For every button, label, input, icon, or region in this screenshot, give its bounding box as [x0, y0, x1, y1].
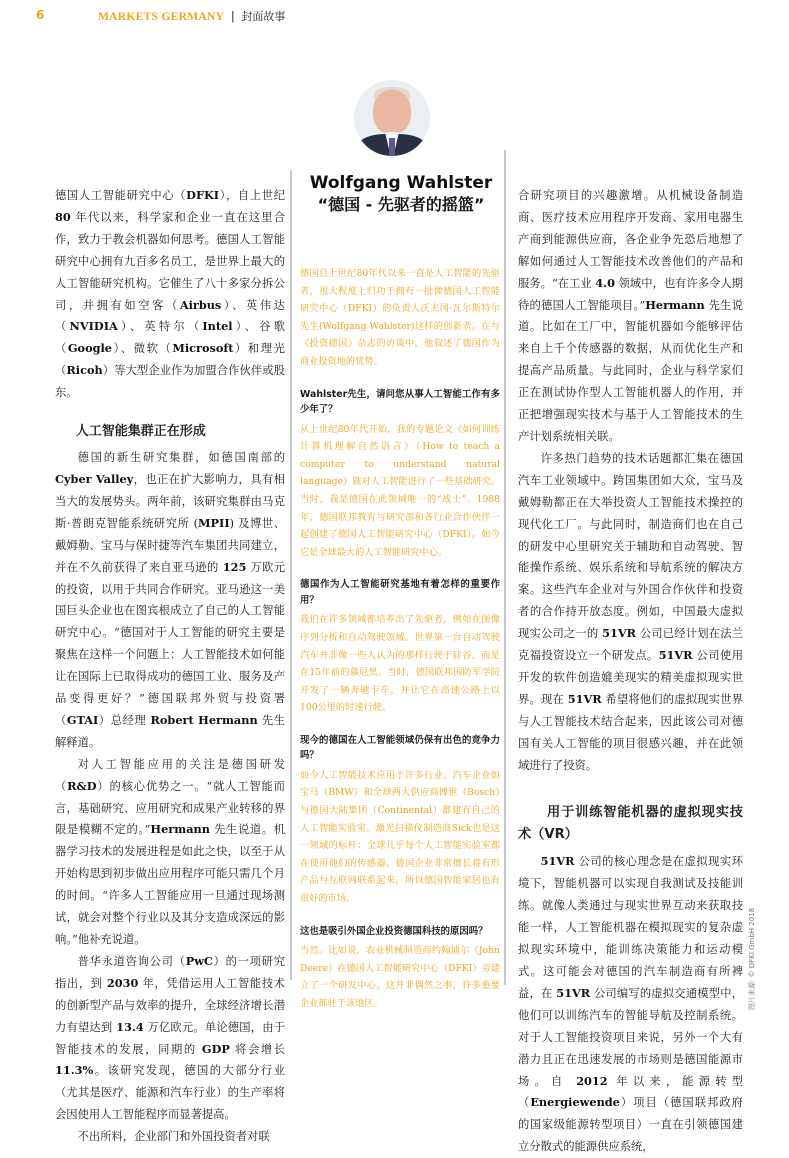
header-separator: | — [230, 9, 235, 23]
page-header — [0, 0, 789, 40]
paragraph: 普华永道咨询公司（PwC）的一项研究指出，到 2030 年，凭借运用人工智能技术的创新型产品与效率的提升，全球经济增长潜力有望达到 13.4 万亿欧元。单论德国，由于智能技术的发展，同期的 GDP 将会增长 11.3%。该研究发现，德国的大部分行业（尤其是医疗、能源和汽车行业）的生产率将会因使用人工智能程序而显著提高。 — [55, 953, 286, 1122]
interview-answer: 如今人工智能技术应用于许多行业。汽车企业如宝马（BMW）和全球两大供应商博世（Bosch）与德国大陆集团（Continental）都建有自己的人工智能实验室。激光扫描仪制造商Sick也是这一领域的标杆：全球几乎每个人工智能实验室都在使用他们的传感器。德国企业非常擅长将有形产品与互联网联系起来，所以德国智能家居也有很好的市场。 — [300, 769, 500, 905]
interview-heading — [300, 172, 502, 216]
paragraph: 许多热门趋势的技术话题都汇集在德国汽车工业领域中。跨国集团如大众，宝马及戴姆勒都正在大举投资人工智能技术操控的现代化工厂。与此同时，制造商们也在自己的研发中心里研究关于辅助和自动驾驶、智能操作系统、娱乐系统和导航系统的解决方案。这些汽车企业对与外国合作伙伴和投资者的合作持开放态度。例如，中国最大虚拟现实公司之一的 51VR 公司已经计划在法兰克福投资设立一个研发点。51VR 公司使用开发的软件创造媲美现实的精美虚拟现实世界。现在 51VR 希望将他们的虚拟现实世界与人工智能技术结合起来，因此该公司对德国有关人工智能的项目很感兴趣，并在此领域进行了投资。 — [518, 451, 743, 772]
page-number: 6 — [36, 8, 45, 22]
interview-question: Wahlster先生，请问您从事人工智能工作有多少年了？ — [300, 388, 500, 416]
section-subhead: 人工智能集群正在形成 — [75, 424, 206, 440]
photo-credit: 图片来源: © DFKI GmbH 2018 — [748, 907, 756, 1010]
person-portrait-icon — [354, 80, 430, 156]
article-column-left — [55, 185, 285, 1148]
interview-question: 德国作为人工智能研究基地有着怎样的重要作用？ — [300, 579, 500, 606]
article-column-right — [518, 185, 743, 1158]
interview-answer: 我们在许多领域都培养出了先驱者，例如在图像序列分析和自动驾驶领域。世界第一台自动驾驶汽车并非像一些人认为的那样行驶于硅谷，而是在15年前的慕尼黑。当时，德国联邦国防军学院开发了一辆奔驰卡车，并让它在高速公路上以100公里的时速行驶。 — [300, 614, 500, 714]
paragraph: 合研究项目的兴趣激增。从机械设备制造商、医疗技术应用程序开发商、家用电器生产商到能源供应商，各企业争先恐后地想了解如何通过人工智能技术改善他们的产品和服务。“在工业 4.0 领域中，也有许多令人期待的德国人工智能项目。”Hermann 先生说道。比如在工厂中，智能机器如今能够评估来自上千个传感器的数据，从而优化生产和提高产品质量。与此同时，企业与科学家们正在测试协作型人工智能机器人的作用，并正把增强现实技术与基于人工智能技术的生产计划系统相关联。 — [518, 189, 744, 443]
interview-intro: 德国自上世纪80年代以来一直是人工智能的先驱者，很大程度上归功于拥有一批像德国人工智能研究中心（DFKI）的负责人沃夫冈·瓦尔斯特尔先生(Wolfgang Wahlster)这样的创新者。在与《投资德国》杂志的访谈中，他叙述了德国作为商业投资地的优势。 — [300, 268, 500, 367]
column-divider — [290, 170, 292, 980]
publication-brand: MARKETS GERMANY — [98, 11, 225, 23]
paragraph: 德国人工智能研究中心（DFKI），自上世纪80 年代以来，科学家和企业一直在这里合作，致力于教会机器如何思考。德国人工智能研究中心拥有九百多名员工，是世界上最大的人工智能研究机构。它催生了八十多家分拆公司，并拥有如空客（Airbus）、英伟达（NVIDIA）、英特尔（Intel）、谷歌（Google）、微软（Microsoft）和理光（Ricoh）等大型企业作为加盟合作伙伴或股东。 — [55, 188, 285, 400]
interview-answer: 当然。比如说，农业机械制造商约翰迪尔（John Deere）在德国人工智能研究中心（DFKI）旁建立了一个研发中心。这并非偶然之事，许多重要企业都驻于该地区。 — [300, 945, 500, 1009]
running-head — [98, 8, 285, 24]
interview-subtitle: “德国 - 先驱者的摇篮” — [317, 195, 485, 214]
interviewee-name: Wolfgang Wahlster — [309, 173, 493, 193]
interview-answer: 从上世纪80年代开始，我的专题论文《如何训练计算机理解自然语言》（How to teach a computer to understand natural language）就对人工智能进行了一些基础研究。当时，我是德国在此领域唯一的“战士”。1988年，德国联邦教育与研究部和各行业合作伙伴一起创建了德国人工智能研究中心（DFKI）。如今它是全球最大的人工智能研究中心。 — [300, 423, 500, 558]
interview-column — [300, 265, 500, 1013]
column-divider — [504, 150, 506, 985]
paragraph: 51VR 公司的核心理念是在虚拟现实环境下，智能机器可以实现自我测试及技能训练。就像人类通过与现实世界互动来获取技能一样，人工智能机器在模拟现实的复杂虚拟现实环境中，能训练决策能力和运动模式。这可能会对德国的汽车制造商有所裨益，在 51VR 公司编写的虚拟交通模型中，他们可以训练汽车的智能导航及控制系统。对于人工智能投资项目来说，另外一个大有潜力且正在迅速发展的市场则是德国能源市场。自 2012 年以来，能源转型（Energiewende）项目（德国联邦政府的国家级能源转型项目）一直在引领德国建立分散式的能源供应系统， — [518, 854, 744, 1154]
paragraph: 德国的新生研究集群，如德国南部的 Cyber Valley，也正在扩大影响力，具有相当大的发展势头。两年前，该研究集群由马克斯·普朗克智能系统研究所 (MPII) 及博世、戴姆勒、宝马与保时捷等汽车集团共同建立，并在不久前获得了来自亚马逊的 125 万欧元的投资，以用于共同合作研究。亚马逊这一美国巨头企业也在图宾根成立了自己的人工智能研究中心。“德国对于人工智能的研究主要是聚焦在这样一个问题上：人工智能技术如何能让在国际上已取得成功的德国工业、服务及产品变得更好？”德国联邦外贸与投资署（GTAI）总经理 Robert Hermann 先生解释道。 — [55, 451, 286, 749]
section-subhead: 用于训练智能机器的虚拟现实技术（VR） — [518, 805, 743, 843]
paragraph: 不出所料，企业部门和外国投资者对联 — [77, 1130, 270, 1144]
section-name: 封面故事 — [241, 10, 286, 23]
interview-question: 现今的德国在人工智能领域仍保有出色的竞争力吗？ — [300, 734, 500, 762]
paragraph: 对人工智能应用的关注是德国研发（R&D）的核心优势之一。“就人工智能而言，基础研究、应用研究和成果产业转移的界限是模糊不定的。”Hermann 先生说道。机器学习技术的发展进程是如此之快，以至于从开始构思到初步做出应用程序可能只需几个月的时间。“许多人工智能应用一旦通过现场测试，就会对整个行业以及其分支造成深远的影响。”他补充说道。 — [55, 757, 285, 946]
interview-question: 这也是吸引外国企业投资德国科技的原因吗？ — [300, 925, 488, 937]
